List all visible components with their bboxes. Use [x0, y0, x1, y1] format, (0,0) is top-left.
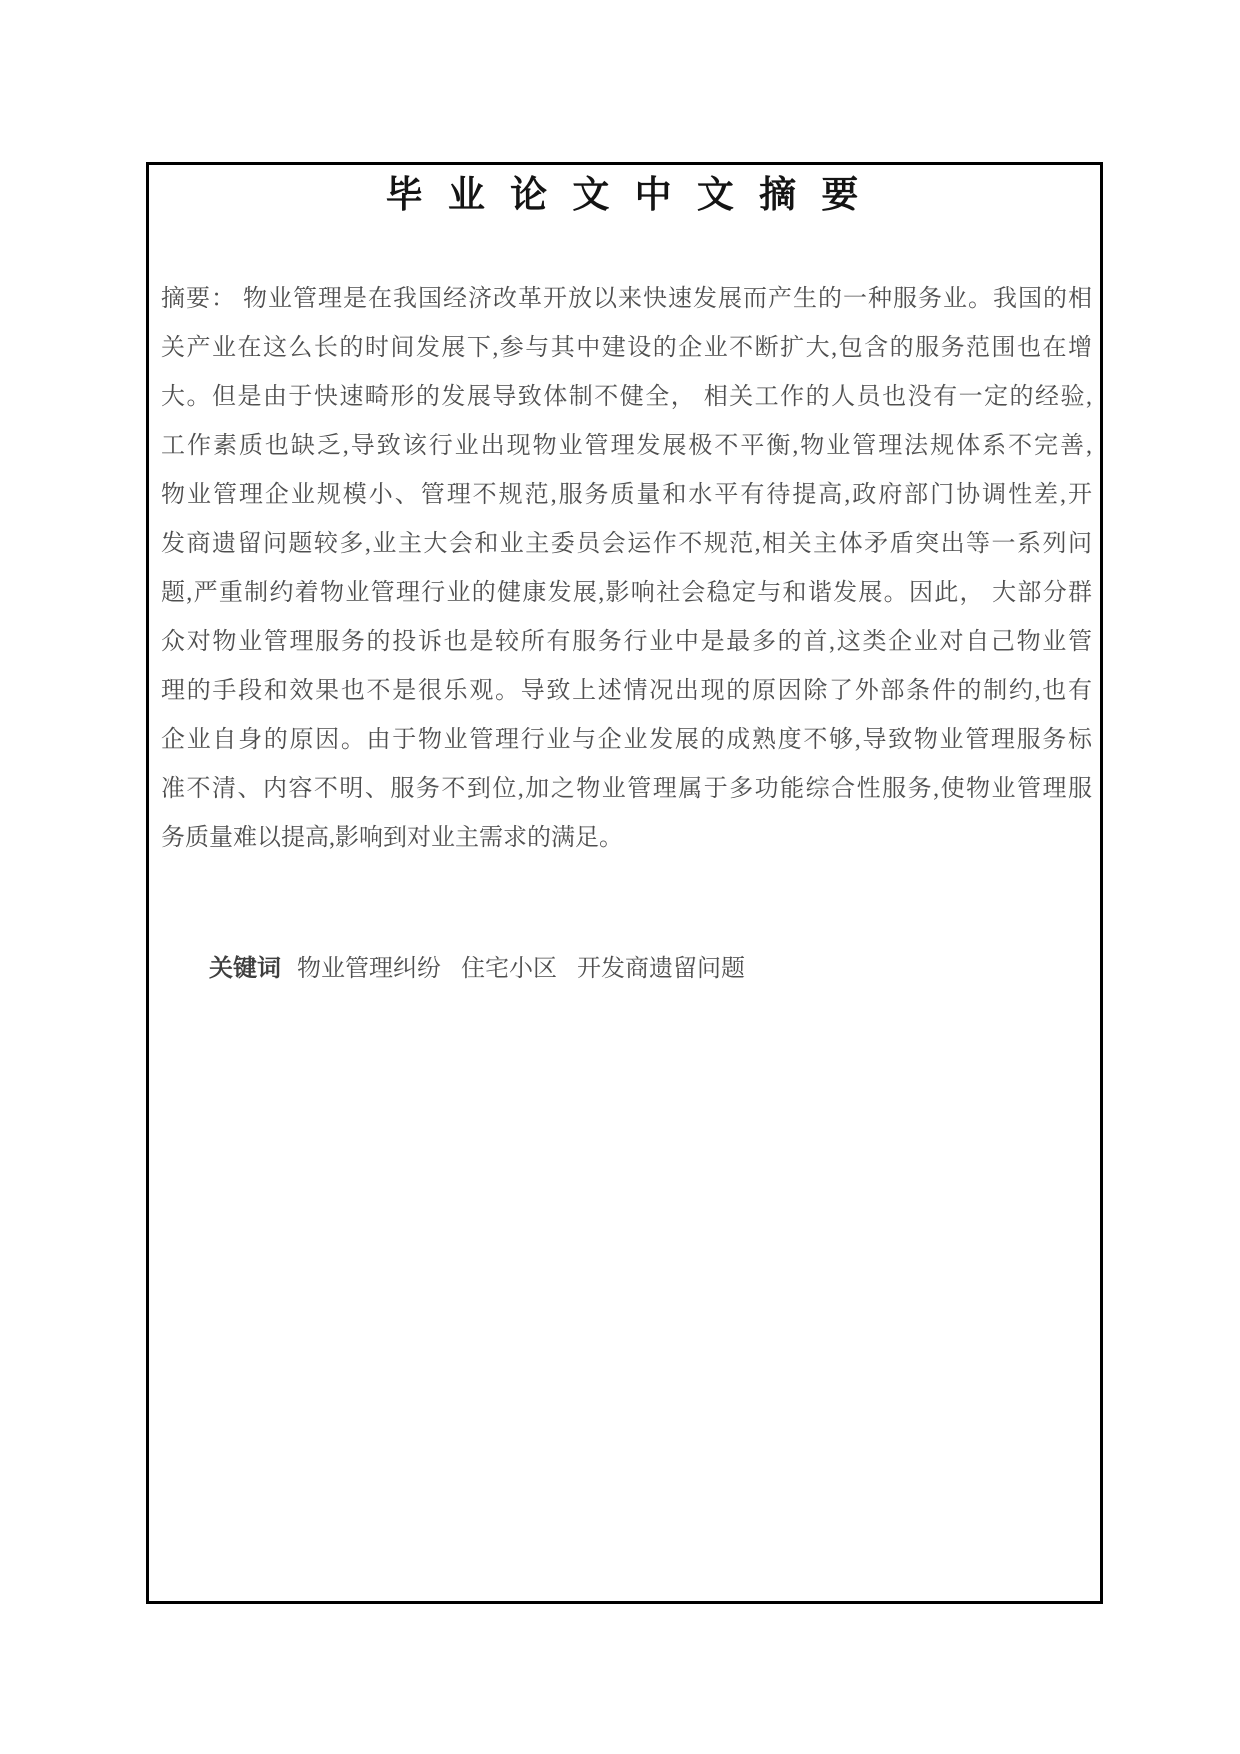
page-title: 毕 业 论 文 中 文 摘 要 — [385, 175, 864, 216]
abstract-line: 众对物业管理服务的投诉也是较所有服务行业中是最多的首,这类企业对自己物业管 — [161, 629, 1092, 655]
abstract-text — [161, 275, 1092, 863]
abstract-line: 企业自身的原因。由于物业管理行业与企业发展的成熟度不够,导致物业管理服务标 — [161, 727, 1092, 753]
keywords-line — [209, 953, 1092, 985]
abstract-line: 准不清、内容不明、服务不到位,加之物业管理属于多功能综合性服务,使物业管理服 — [161, 776, 1092, 802]
abstract-line: 务质量难以提高,影响到对业主需求的满足。 — [161, 825, 623, 851]
abstract-line: 摘要： 物业管理是在我国经济改革开放以来快速发展而产生的一种服务业。我国的相 — [161, 286, 1092, 312]
abstract-line: 理的手段和效果也不是很乐观。导致上述情况出现的原因除了外部条件的制约,也有 — [161, 678, 1092, 704]
abstract-frame — [146, 162, 1103, 1604]
abstract-line: 题,严重制约着物业管理行业的健康发展,影响社会稳定与和谐发展。因此， 大部分群 — [161, 580, 1092, 606]
abstract-line: 关产业在这么长的时间发展下,参与其中建设的企业不断扩大,包含的服务范围也在增 — [161, 335, 1092, 361]
abstract-line: 大。但是由于快速畸形的发展导致体制不健全， 相关工作的人员也没有一定的经验, — [161, 384, 1092, 410]
abstract-line: 物业管理企业规模小、管理不规范,服务质量和水平有待提高,政府部门协调性差,开 — [161, 482, 1092, 508]
abstract-line: 发商遗留问题较多,业主大会和业主委员会运作不规范,相关主体矛盾突出等一系列问 — [161, 531, 1092, 557]
keyword-term: 物业管理纠纷 — [297, 956, 441, 982]
abstract-line: 工作素质也缺乏,导致该行业出现物业管理发展极不平衡,物业管理法规体系不完善, — [161, 433, 1092, 459]
keyword-term: 住宅小区 — [461, 956, 557, 982]
keywords-terms — [297, 956, 765, 982]
keyword-term: 开发商遗留问题 — [577, 956, 745, 982]
keywords-label: 关键词 — [209, 956, 281, 982]
